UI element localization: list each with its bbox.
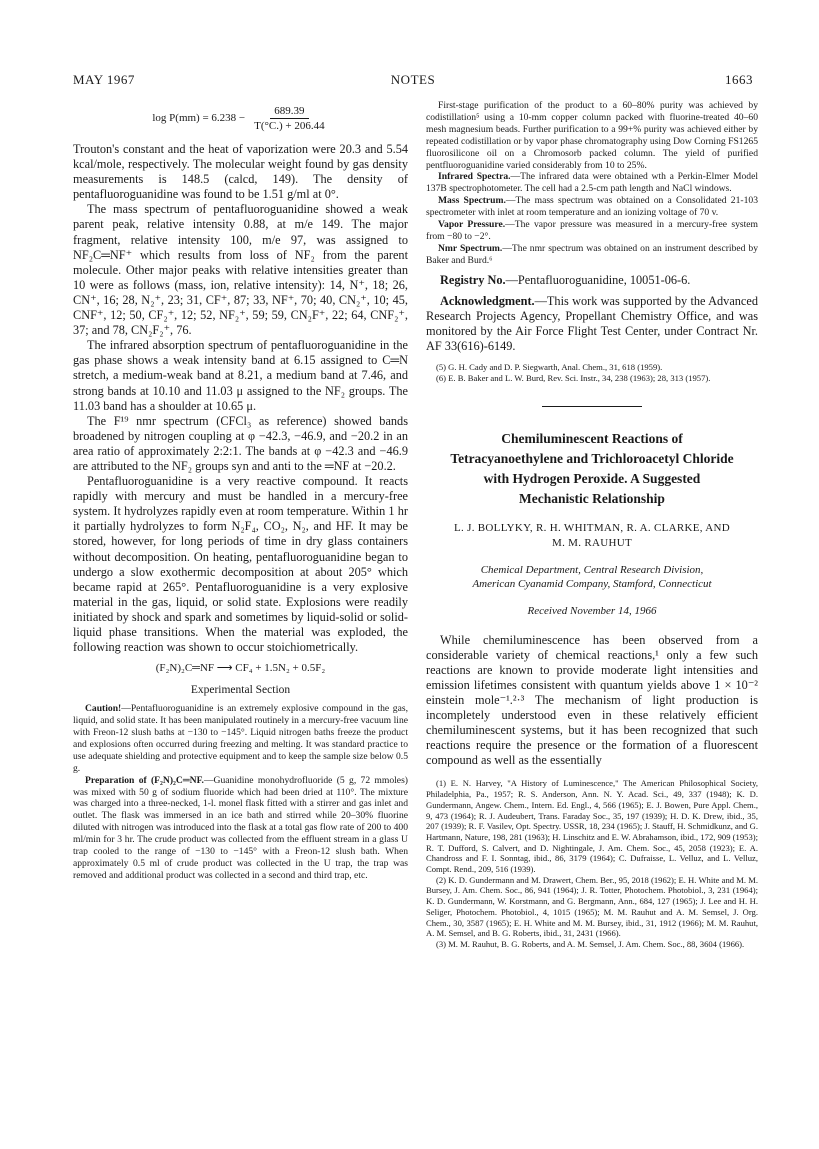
preparation-text: —Guanidine monohydrofluoride (5 g, 72 mmoles) was mixed with 50 g of sodium fluoride which had been dried at 110°. The mixture was charged into a three-necked, 1-l. monel flask fitted with a stirrer and gas inlet and outlet. The flask was immersed in an ice bath and stirred while 20–30% fluorine diluted with nitrogen was introduced into the flask at a total gas flow rate of 200 to 400 ml/min for 3 hr. The crude product was collected from the effluent stream in a glass U trap cooled to the range of −130 to −145° with a Freon-12 slush bath. When approximately 0.5 ml of crude product was collected in the U trap, the trap was removed and additional product was collected in a second and third trap, etc. (73, 774, 408, 881)
paragraph-infrared: The infrared absorption spectrum of pentafluoroguanidine in the gas phase shows a weak intensity band at 6.15 assigned to C═N stretch, a medium-weak band at 8.21, a medium band at 7.46, and strong bands at 10.10 and 11.03 μ assigned to the NF₂ groups. The 11.03 band has a shoulder at 10.65 μ. (73, 338, 408, 413)
caution-label: Caution! (85, 703, 122, 715)
mass-spectrum-paragraph (426, 195, 758, 219)
author-list (426, 521, 758, 551)
vapor-pressure-paragraph (426, 219, 758, 243)
header-date: MAY 1967 (73, 72, 135, 87)
article-title-line-4: Mechanistic Relationship (519, 490, 665, 506)
equation-numerator: 689.39 (270, 105, 308, 119)
infrared-spectra-text: —The infrared data were obtained wth a Perkin-Elmer Model 137B spectrophotometer. The cell had a 2.5-cm path length and NaCl windows. (426, 171, 758, 195)
footnote-3: (3) M. M. Rauhut, B. G. Roberts, and A. M. Semsel, J. Am. Chem. Soc., 88, 3604 (1966). (436, 938, 745, 949)
preparation-paragraph (73, 775, 408, 882)
vapor-pressure-text: —The vapor pressure was measured in a mercury-free system from −80 to −2°. (426, 219, 758, 242)
affiliation-line-1: Chemical Department, Central Research Division, (480, 563, 704, 576)
left-column (73, 100, 408, 882)
acknowledgment-paragraph (426, 294, 758, 354)
nmr-spectrum-label: Nmr Spectrum. (438, 242, 503, 254)
mass-spectrum-label: Mass Spectrum. (438, 195, 506, 207)
infrared-spectra-paragraph (426, 171, 758, 195)
acknowledgment-label: Acknowledgment. (440, 293, 535, 308)
article-divider (542, 406, 642, 407)
paragraph-reactivity: Pentafluoroguanidine is a very reactive compound. It reacts rapidly with mercury and must be handled in a mercury-free system. It hydrolyzes rapidly even at room temperature. Within 1 hr it partially hydrolyzes to form N₂F₄, CO₂, N₂, and HF. It may be stored, however, for long periods of time in dry glass containers without decomposition. On heating, pentafluoroguanidine began to undergo a slow exothermic decomposition at about 205° which became rapid at 265°. Pentafluoroguanidine is a very explosive material in the gas, liquid, or solid state. Explosions were readily initiated by shock and spark and sometimes by liquid-solid or solid-liquid phase transitions. When the material was exploded, the following reaction was shown to occur stoichiometrically. (73, 474, 408, 655)
footnote-1: (1) E. N. Harvey, "A History of Luminescence," The American Philosophical Society, Philadelphia, Pa., 1957; R. S. Anderson, Ann. N. Y. Acad. Sci., 49, 337 (1948); K. D. Gundermann, Angew. Chem., Intern. Ed. Engl., 4, 566 (1965); E. J. Bowen, Pure Appl. Chem., 9, 473 (1964); R. J. Audeubert, Trans. Faraday Soc., 35, 197 (1939); H. D. K. Drew, ibid., 35, 207 (1939); R. F. Vasilev, Opt. Spectry. USSR, 18, 234 (1965); J. Stauff, H. Schmidkunz, and G. Hartmann, Nature, 198, 281 (1963); H. Linschitz and E. W. Abrahamson, ibid., 172, 909 (1953); R. T. Dufford, S. Calvert, and D. Nightingale, J. Am. Chem. Soc., 45, 2058 (1923); E. A. Chandross and F. I. Sonntag, ibid., 86, 3179 (1964); C. Dufraisse, L. Velluz, and L. Velluz, Compt. Rend., 209, 516 (1939). (426, 778, 758, 875)
acknowledgment-text: —This work was supported by the Advanced Research Projects Agency, Propellant Chemistry Office, and was monitored by the Air Force Flight Test Center, under Contract Nr. AF 33(616)-6149. (426, 293, 758, 354)
purification-paragraph: First-stage purification of the product to a 60–80% purity was achieved by codistillation⁵ using a 10-mm copper column packed with fluorine-treated 40–60 mesh magnesium beads. Further purification to a 99+% purity was achieved either by repeated codistillation or by vapor phase chromatography using Dow Corning FS1265 fluorosilicone oil on a Chromosorb packed column. The yield of purified pentfluoroguanidine varied considerably from 10 to 25%. (426, 100, 758, 171)
reference-6: (6) E. B. Baker and L. W. Burd, Rev. Sci. Instr., 34, 238 (1963); 28, 313 (1957). (436, 372, 711, 383)
paragraph-mass-spectrum: The mass spectrum of pentafluoroguanidine showed a weak parent peak, relative intensity 0.88, at m/e 149. The major fragment, relative intensity 100, m/e 97, was assigned to NF₂C═NF⁺ which results from loss of NF₂ from the parent molecule. Other major peaks with relative intensities greater than 10 were as follows (mass, ion, relative intensity): 14, N⁺, 18; 26, CN⁺, 16; 28, N₂⁺, 23; 31, CF⁺, 87; 33, NF⁺, 70; 40, CN₂⁺, 10; 45, CNF⁺, 12; 50, CF₂⁺, 12; 52, NF₂⁺, 59; 59, CN₂F⁺, 22; 64, CNF₂⁺, 37; and 78, CN₂F₂⁺, 76. (73, 202, 408, 338)
paragraph-trouton: Trouton's constant and the heat of vaporization were 20.3 and 5.54 kcal/mole, respectively. The molecular weight found by gas density measurements is 148.5 (calcd, 149). The density of pentafluoroguanidine was found to be 1.51 g/ml at 0°. (73, 142, 408, 202)
preparation-label: Preparation of (F₂N)₂C═NF. (85, 774, 204, 786)
registry-label: Registry No. (440, 272, 506, 287)
equation-denominator: T(°C.) + 206.44 (254, 119, 325, 132)
footnote-2: (2) K. D. Gundermann and M. Drawert, Chem. Ber., 95, 2018 (1962); E. H. White and M. M. Bursey, J. Am. Chem. Soc., 86, 941 (1964); J. R. Totter, Photochem. Photobiol., 3, 231 (1964); K. D. Gundermann, W. Korstmann, and G. Bergmann, Ann., 684, 127 (1965); J. Lee and H. H. Seliger, Photochem. Photobiol., 4, 1015 (1965); M. M. Rauhut and A. M. Semsel, J. Org. Chem., 30, 3587 (1965); E. H. White and M. M. Bursey, ibid., 31, 1912 (1966); M. M. Rauhut, A. M. Semsel, and B. G. Roberts, ibid., 31, 2431 (1966). (426, 874, 758, 939)
registry-paragraph (426, 273, 758, 288)
running-header (73, 72, 753, 90)
authors-line-1: L. J. BOLLYKY, R. H. WHITMAN, R. A. CLARKE, AND (454, 521, 730, 534)
article-title-line-2: Tetracyanoethylene and Trichloroacetyl Chloride (450, 450, 734, 466)
vapor-pressure-equation (73, 100, 408, 136)
caution-paragraph (73, 703, 408, 774)
nmr-spectrum-text: —The nmr spectrum was obtained on an instrument described by Baker and Burd.⁶ (426, 242, 758, 266)
right-column (426, 100, 758, 950)
reference-5: (5) G. H. Cady and D. P. Siegwarth, Anal. Chem., 31, 618 (1959). (436, 362, 663, 373)
equation-fraction (250, 105, 329, 132)
nmr-spectrum-paragraph (426, 243, 758, 267)
paragraph-nmr: The F¹⁹ nmr spectrum (CFCl₃ as reference) showed bands broadened by nitrogen coupling at φ −42.3, −46.9, and −20.2 in an area ratio of approximately 2:2:1. The bands at φ −42.3 and −46.9 are attributed to the NF₂ groups syn and anti to the ═NF at −20.2. (73, 413, 408, 473)
registry-text: —Pentafluoroguanidine, 10051-06-6. (505, 272, 691, 287)
caution-text: —Pentafluoroguanidine is an extremely explosive compound in the gas, liquid, and solid state. It has been manipulated routinely in a mercury-free vacuum line with Freon-12 slush baths at −130 to −145°. Liquid nitrogen baths freeze the product and explosions often occurred during freezing and melting. It was standard practice to use adequate shielding and protective equipment and to keep the sample size below 0.5 g. (73, 703, 408, 774)
equation-lhs: log P(mm) = 6.238 − (152, 112, 246, 124)
authors-line-2: M. M. RAUHUT (552, 536, 632, 549)
affiliation (426, 563, 758, 591)
infrared-spectra-label: Infrared Spectra. (438, 171, 511, 183)
article-title-line-1: Chemiluminescent Reactions of (501, 430, 683, 446)
introduction-paragraph: While chemiluminescence has been observed from a considerable variety of chemical reactions,¹ only a few such reactions are known to provide moderate light intensities and emission lifetimes consistent with quantum yields above 1 × 10⁻² einstein mole⁻¹.²·³ The mechanism of light production is incompletely understood even in these relatively efficient chemiluminescent systems, but it has been recognized that such reactions require the presence or the formation of a fluorescent compound as well as the essentially (426, 632, 758, 768)
decomposition-equation: (F₂N)₂C═NF ⟶ CF₄ + 1.5N₂ + 0.5F₂ (155, 662, 326, 675)
received-date: Received November 14, 1966 (527, 604, 657, 617)
affiliation-line-2: American Cyanamid Company, Stamford, Connecticut (472, 577, 712, 590)
article-title-line-3: with Hydrogen Peroxide. A Suggested (483, 470, 701, 486)
header-page-number: 1663 (725, 72, 753, 87)
mass-spectrum-text: —The mass spectrum was obtained on a Consolidated 21-103 spectrometer with inlet at room temperature and an ionizing voltage of 70 v. (426, 195, 758, 219)
header-section: NOTES (390, 72, 436, 87)
vapor-pressure-label: Vapor Pressure. (438, 219, 506, 231)
experimental-section-heading: Experimental Section (190, 684, 291, 697)
